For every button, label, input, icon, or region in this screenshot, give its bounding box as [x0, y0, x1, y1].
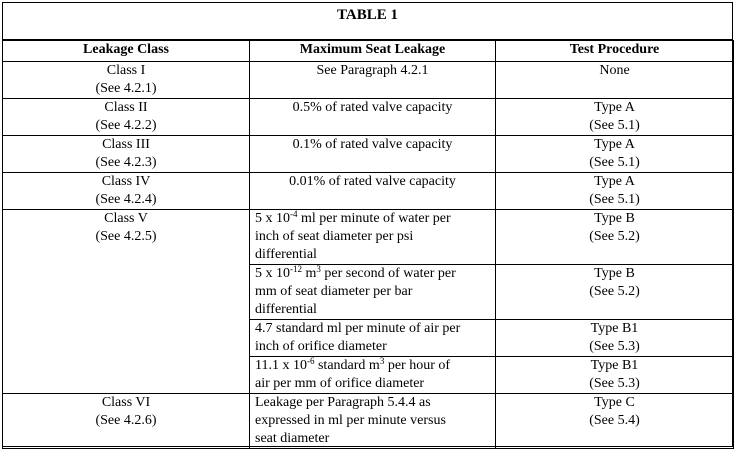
leakage-table [2, 40, 734, 449]
test-type: Type B [594, 211, 635, 226]
class-cell [3, 99, 250, 136]
header-row [3, 41, 734, 62]
leakage-text: expressed in ml per minute versus [255, 413, 446, 428]
table-row [3, 136, 734, 173]
leakage-text: 0.5% of rated valve capacity [292, 100, 453, 115]
test-type: Type A [594, 174, 635, 189]
leakage-text: differential [255, 247, 317, 262]
leakage-text: per hour of [384, 358, 451, 373]
class-name: Class IV [101, 174, 151, 189]
class-name: Class VI [101, 395, 151, 410]
leakage-cell [250, 210, 496, 265]
test-ref: (See 5.1) [589, 118, 640, 133]
leakage-text: 0.1% of rated valve capacity [292, 137, 453, 152]
class-name: Class V [104, 211, 148, 226]
test-type: Type A [594, 137, 635, 152]
header-test-procedure: Test Procedure [496, 41, 734, 62]
header-max-seat-leakage: Maximum Seat Leakage [250, 41, 496, 62]
leakage-text: inch of orifice diameter [255, 339, 387, 354]
table-row [3, 99, 734, 136]
test-type: Type B [594, 266, 635, 281]
test-ref: (See 5.3) [589, 339, 640, 354]
leakage-text: per second of water per [320, 266, 456, 281]
test-cell [496, 173, 734, 210]
leakage-cell [250, 173, 496, 210]
class-ref: (See 4.2.3) [95, 155, 157, 170]
test-type: Type C [594, 395, 635, 410]
leakage-unit: standard m [314, 358, 380, 373]
leakage-cell [250, 394, 496, 449]
test-cell [496, 357, 734, 394]
class-name: Class I [106, 63, 146, 78]
leakage-line [255, 265, 490, 283]
leakage-text: air per mm of orifice diameter [255, 376, 425, 391]
table-title: TABLE 1 [2, 2, 733, 40]
test-cell [496, 265, 734, 320]
leakage-text: ml per minute of water per [297, 211, 451, 226]
leakage-cell [250, 265, 496, 320]
class-cell [3, 62, 250, 99]
test-cell [496, 99, 734, 136]
test-ref: (See 5.1) [589, 192, 640, 207]
test-type: Type B1 [590, 321, 639, 336]
test-cell [496, 210, 734, 265]
leakage-text: 4.7 standard ml per minute of air per [255, 321, 461, 336]
class-cell [3, 136, 250, 173]
class-cell [3, 173, 250, 210]
class-name: Class II [104, 100, 148, 115]
leakage-cell [250, 62, 496, 99]
class-ref: (See 4.2.4) [95, 192, 157, 207]
leakage-cell [250, 357, 496, 394]
leakage-text: differential [255, 302, 317, 317]
class-ref: (See 4.2.6) [95, 413, 157, 428]
table-row [3, 210, 734, 265]
test-type: Type A [594, 100, 635, 115]
leakage-exponent: -12 [290, 264, 302, 274]
class-ref: (See 4.2.5) [95, 229, 157, 244]
leakage-text: 0.01% of rated valve capacity [289, 174, 456, 189]
leakage-cell [250, 320, 496, 357]
class-cell [3, 210, 250, 394]
leakage-text: inch of seat diameter per psi [255, 229, 414, 244]
test-ref: (See 5.2) [589, 229, 640, 244]
test-cell [496, 62, 734, 99]
class-name: Class III [102, 137, 150, 152]
table-row [3, 394, 734, 449]
table-row [3, 173, 734, 210]
test-cell [496, 394, 734, 449]
leakage-coefficient: 5 x 10 [255, 266, 290, 281]
leakage-coefficient: 5 x 10 [255, 211, 290, 226]
leakage-line [255, 210, 490, 228]
leakage-text: mm of seat diameter per bar [255, 284, 413, 299]
test-ref: (See 5.1) [589, 155, 640, 170]
leakage-exponent: -4 [290, 209, 298, 219]
leakage-unit: m [302, 266, 317, 281]
unit-exponent: 3 [379, 356, 385, 366]
test-type: Type B1 [590, 358, 639, 373]
leakage-text: See Paragraph 4.2.1 [316, 63, 429, 78]
leakage-line [255, 357, 490, 375]
test-type: None [599, 63, 630, 78]
leakage-text: Leakage per Paragraph 5.4.4 as [255, 395, 431, 410]
test-ref: (See 5.3) [589, 376, 640, 391]
table-row [3, 62, 734, 99]
leakage-cell [250, 136, 496, 173]
test-ref: (See 5.4) [589, 413, 640, 428]
leakage-coefficient: 11.1 x 10 [255, 358, 307, 373]
test-cell [496, 320, 734, 357]
class-ref: (See 4.2.1) [95, 81, 157, 96]
class-ref: (See 4.2.2) [95, 118, 157, 133]
class-cell [3, 394, 250, 449]
header-leakage-class: Leakage Class [3, 41, 250, 62]
leakage-cell [250, 99, 496, 136]
test-cell [496, 136, 734, 173]
unit-exponent: 3 [316, 264, 321, 274]
leakage-exponent: -6 [306, 356, 315, 366]
leakage-text: seat diameter [255, 431, 330, 446]
test-ref: (See 5.2) [589, 284, 640, 299]
